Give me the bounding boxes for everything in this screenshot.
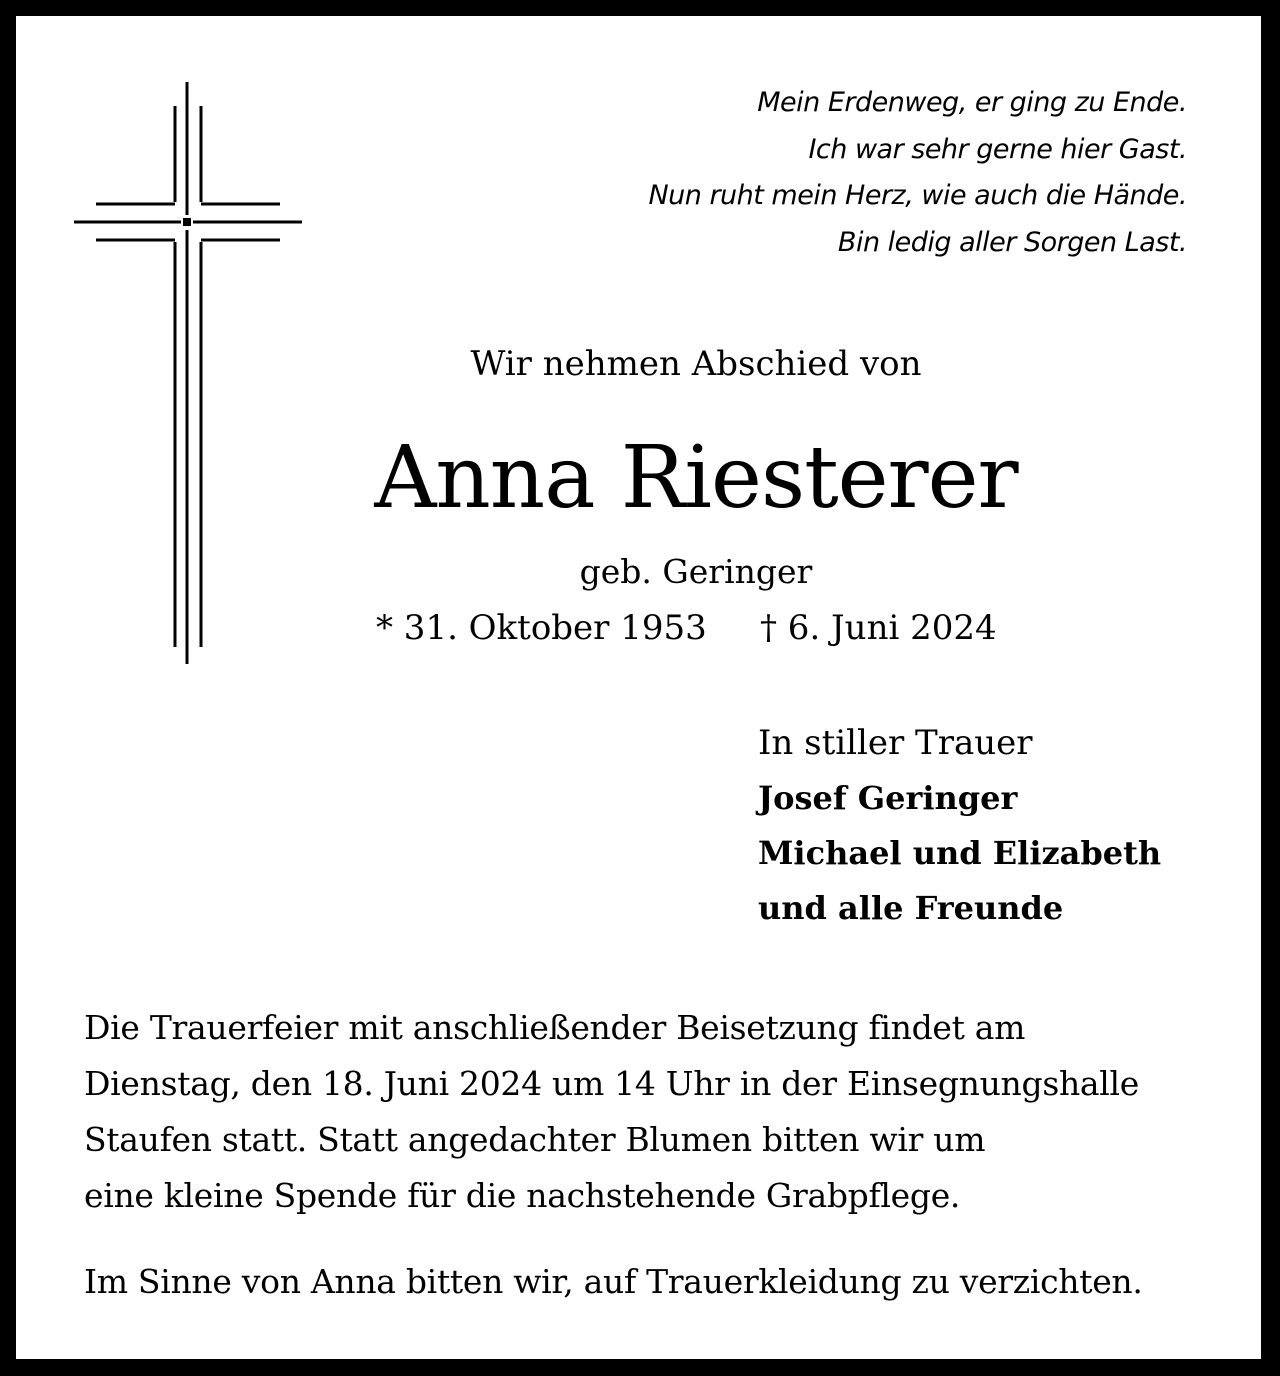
obituary-notice [16, 16, 1261, 1359]
service-line: Staufen statt. Statt angedachter Blumen bitten wir um [84, 1120, 986, 1159]
poem-line: Nun ruht mein Herz, wie auch die Hände. [648, 180, 1187, 211]
intro-text: Wir nehmen Abschied von [470, 344, 922, 384]
poem-line: Mein Erdenweg, er ging zu Ende. [757, 87, 1187, 118]
death-date: † 6. Juni 2024 [760, 608, 997, 648]
cross-icon [74, 82, 302, 668]
poem [487, 80, 1187, 266]
service-line: Die Trauerfeier mit anschließender Beisetzung findet am [84, 1008, 1026, 1047]
birth-date: * 31. Oktober 1953 [376, 608, 707, 648]
poem-line: Bin ledig aller Sorgen Last. [837, 226, 1187, 258]
poem-line: Ich war sehr gerne hier Gast. [808, 133, 1187, 165]
mourner-name: und alle Freunde [758, 889, 1064, 927]
mourner-name: Michael und Elizabeth [758, 834, 1162, 872]
mourner-name: Josef Geringer [758, 779, 1018, 817]
mourners-block [758, 716, 1161, 936]
maiden-name: geb. Geringer [579, 552, 813, 591]
mourning-heading: In stiller Trauer [758, 723, 1033, 763]
service-line: Dienstag, den 18. Juni 2024 um 14 Uhr in der Einsegnungshalle [84, 1064, 1140, 1103]
service-info [84, 1000, 1139, 1224]
deceased-name: Anna Riesterer [374, 428, 1018, 528]
service-line: eine kleine Spende für die nachstehende Grabpflege. [84, 1176, 961, 1215]
closing-note: Im Sinne von Anna bitten wir, auf Trauerkleidung zu verzichten. [84, 1262, 1143, 1301]
